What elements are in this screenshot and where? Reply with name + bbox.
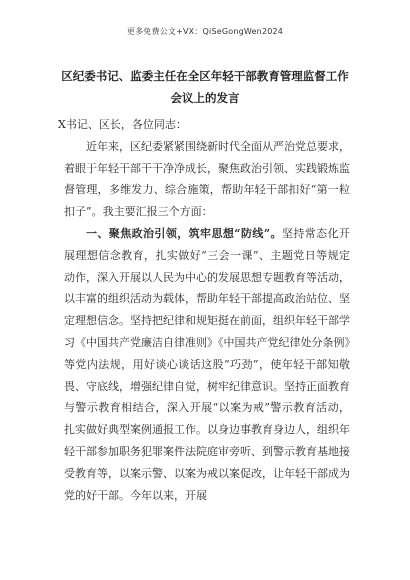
- document-title: [40, 65, 370, 109]
- title-line-1: 区纪委书记、监委主任在全区年轻干部教育管理监督工作: [61, 69, 349, 83]
- title-line-2: 会议上的发言: [170, 91, 240, 105]
- section-1-text: 坚持常态化开展理想信念教育，扎实做好“三会一课”、主题党日等规定动作，深入开展以人民为中心的发展思想专题教育等活动，以丰富的组织活动为载体，帮助年轻干部提高政治站位、坚定理想信念。坚持把纪律和规矩挺在前面，组织年轻干部学习《中国共产党廉洁自律准则》《中国共产党纪律处分条例》等党内法规，用好谈心谈话这股“巧劲”，使年轻干部知敬畏、守底线，增强纪律自觉，树牢纪律意识。坚持正面教育与警示教育相结合，深入开展“以案为戒”警示教育活动，扎实做好典型案例通报工作。以身边事教育身边人，组织年轻干部参加职务犯罪案件法院庭审旁听、到警示教育基地接受教育等，以案示警、以案为戒以案促改，让年轻干部成为党的好干部。今年以来，开展: [64, 226, 350, 502]
- document-body: [58, 114, 350, 506]
- paragraph-intro: 近年来，区纪委紧紧围绕新时代全面从严治党总要求，着眼于年轻干部干干净净成长，聚焦政治引领、实践锻炼监督管理，多维发力、综合施策，帮助年轻干部扣好“第一粒扣子”。我主要汇报三个方面：: [64, 139, 350, 219]
- salutation: X书记、区长，各位同志：: [58, 118, 187, 131]
- header-note: 更多免费公文+VX：QiSeGongWen2024: [126, 27, 284, 36]
- section-1-heading: 一、聚焦政治引领，筑牢思想“防线”。: [86, 226, 282, 240]
- paragraph-section-1: [64, 223, 350, 506]
